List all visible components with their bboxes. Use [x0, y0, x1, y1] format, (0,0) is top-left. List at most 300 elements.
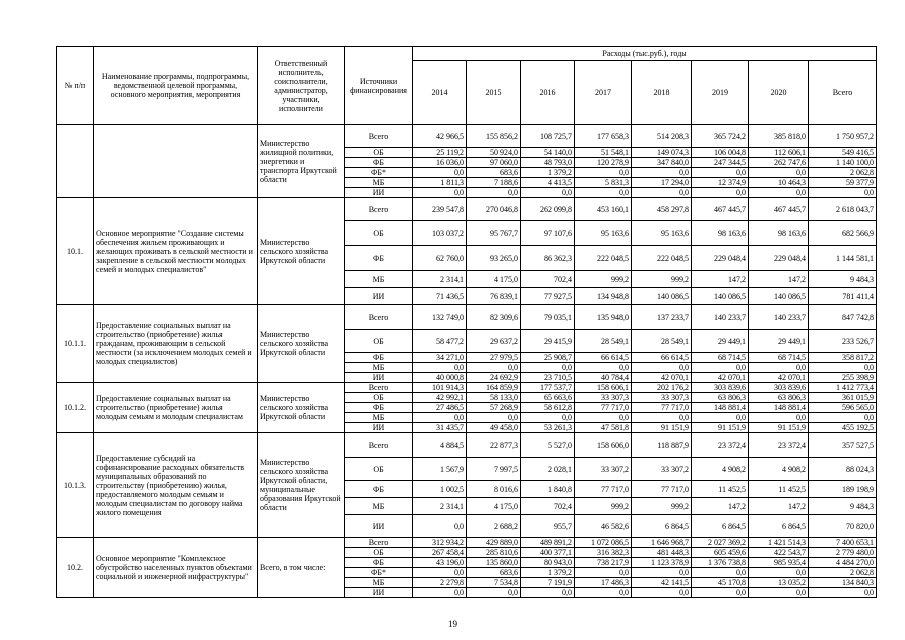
year-value: 312 934,2: [413, 538, 467, 548]
total-value: 255 398,9: [809, 373, 877, 383]
year-value: 683,6: [467, 168, 521, 178]
year-value: 702,4: [521, 498, 575, 515]
funding-source: ИИ: [345, 423, 413, 433]
year-value: 347 840,0: [632, 158, 692, 168]
year-value: 702,4: [521, 271, 575, 288]
year-value: 10 464,3: [749, 178, 809, 188]
year-value: 316 382,3: [575, 548, 632, 558]
year-value: 2 279,8: [413, 578, 467, 588]
year-value: 489 891,2: [521, 538, 575, 548]
year-value: 54 140,0: [521, 148, 575, 158]
year-value: 98 163,6: [692, 221, 749, 246]
funding-source: МБ: [345, 413, 413, 423]
year-value: 1 072 086,5: [575, 538, 632, 548]
year-value: 147,2: [749, 271, 809, 288]
year-value: 106 004,8: [692, 148, 749, 158]
total-value: 781 411,4: [809, 288, 877, 305]
item-name: Предоставление социальных выплат на строительство (приобретение) жилья гражданам, проживающим в сельской местности (за исключением молодых семей и молодых специалистов): [94, 305, 258, 383]
year-value: 247 344,5: [692, 158, 749, 168]
year-value: 11 452,5: [749, 481, 809, 498]
year-value: 0,0: [632, 413, 692, 423]
year-value: 4 175,0: [467, 498, 521, 515]
year-value: 999,2: [575, 271, 632, 288]
item-code: 10.2.: [57, 538, 94, 598]
year-value: 2 028,1: [521, 458, 575, 481]
year-value: 17 486,3: [575, 578, 632, 588]
year-value: 42 992,1: [413, 393, 467, 403]
year-value: 229 048,4: [749, 246, 809, 271]
year-value: 1 123 378,9: [632, 558, 692, 568]
year-value: 93 265,0: [467, 246, 521, 271]
year-value: 2 027 369,2: [692, 538, 749, 548]
funding-source: ФБ: [345, 246, 413, 271]
year-value: 66 614,5: [632, 353, 692, 363]
year-value: 68 714,5: [692, 353, 749, 363]
funding-source: ФБ*: [345, 568, 413, 578]
year-value: 453 160,1: [575, 198, 632, 221]
year-value: 97 060,0: [467, 158, 521, 168]
year-value: 0,0: [575, 568, 632, 578]
year-value: 140 233,7: [749, 305, 809, 330]
funding-source: ОБ: [345, 221, 413, 246]
funding-source: МБ: [345, 178, 413, 188]
year-value: 120 278,9: [575, 158, 632, 168]
item-name: [94, 125, 258, 198]
header-year: 2020: [749, 61, 809, 125]
year-value: 91 151,9: [692, 423, 749, 433]
year-value: 5 527,0: [521, 433, 575, 458]
year-value: 385 818,0: [749, 125, 809, 148]
year-value: 177 658,3: [575, 125, 632, 148]
year-value: 65 663,6: [521, 393, 575, 403]
year-value: 1 002,5: [413, 481, 467, 498]
year-value: 0,0: [632, 568, 692, 578]
year-value: 0,0: [692, 363, 749, 373]
year-value: 135 948,0: [575, 305, 632, 330]
year-value: 86 362,3: [521, 246, 575, 271]
funding-source: Всего: [345, 198, 413, 221]
year-value: 98 163,6: [749, 221, 809, 246]
year-value: 0,0: [521, 413, 575, 423]
year-value: 0,0: [413, 588, 467, 598]
year-value: 0,0: [413, 188, 467, 198]
year-value: 34 271,0: [413, 353, 467, 363]
year-value: 0,0: [575, 188, 632, 198]
year-value: 955,7: [521, 515, 575, 538]
total-value: 455 192,5: [809, 423, 877, 433]
funding-source: ОБ: [345, 458, 413, 481]
year-value: 134 948,8: [575, 288, 632, 305]
total-value: 233 526,7: [809, 330, 877, 353]
year-value: 0,0: [632, 168, 692, 178]
year-value: 42 070,1: [692, 373, 749, 383]
year-value: 738 217,9: [575, 558, 632, 568]
year-value: 1 840,8: [521, 481, 575, 498]
funding-source: ФБ: [345, 558, 413, 568]
year-value: 6 864,5: [692, 515, 749, 538]
total-value: 88 024,3: [809, 458, 877, 481]
year-value: 23 710,5: [521, 373, 575, 383]
year-value: 42 141,5: [632, 578, 692, 588]
year-value: 7 188,6: [467, 178, 521, 188]
total-value: 847 742,8: [809, 305, 877, 330]
year-value: 66 614,5: [575, 353, 632, 363]
year-value: 5 831,3: [575, 178, 632, 188]
header-name: Наименование программы, подпрограммы, ведомственной целевой программы, основного мероприятия, мероприятия: [94, 47, 258, 125]
total-value: 0,0: [809, 188, 877, 198]
funding-source: ОБ: [345, 148, 413, 158]
item-code: 10.1.3.: [57, 433, 94, 538]
total-value: 0,0: [809, 363, 877, 373]
year-value: 140 086,5: [692, 288, 749, 305]
funding-source: ИИ: [345, 373, 413, 383]
year-value: 13 035,2: [749, 578, 809, 588]
item-code: 10.1.2.: [57, 383, 94, 433]
year-value: 1 567,9: [413, 458, 467, 481]
table-row: [57, 198, 877, 221]
table-row: [57, 538, 877, 548]
year-value: 6 864,5: [632, 515, 692, 538]
year-value: 79 035,1: [521, 305, 575, 330]
year-value: 0,0: [692, 188, 749, 198]
table-header: [57, 47, 877, 125]
total-value: 357 527,5: [809, 433, 877, 458]
year-value: 267 458,4: [413, 548, 467, 558]
year-value: 148 881,4: [749, 403, 809, 413]
year-value: 0,0: [692, 568, 749, 578]
year-value: 140 086,5: [749, 288, 809, 305]
year-value: 33 307,3: [575, 393, 632, 403]
year-value: 135 860,0: [467, 558, 521, 568]
year-value: 683,6: [467, 568, 521, 578]
year-value: 1 376 738,8: [692, 558, 749, 568]
funding-source: ФБ: [345, 481, 413, 498]
funding-source: ИИ: [345, 588, 413, 598]
year-value: 27 486,5: [413, 403, 467, 413]
total-value: 361 015,9: [809, 393, 877, 403]
year-value: 999,2: [632, 271, 692, 288]
year-value: 31 435,7: [413, 423, 467, 433]
year-value: 7 534,8: [467, 578, 521, 588]
year-value: 82 309,6: [467, 305, 521, 330]
total-value: 134 840,3: [809, 578, 877, 588]
funding-source: ФБ*: [345, 168, 413, 178]
year-value: 0,0: [692, 168, 749, 178]
total-value: 1 750 957,2: [809, 125, 877, 148]
year-value: 28 549,1: [575, 330, 632, 353]
year-value: 147,2: [749, 498, 809, 515]
funding-source: ОБ: [345, 393, 413, 403]
total-value: 59 377,9: [809, 178, 877, 188]
year-value: 0,0: [521, 363, 575, 373]
year-value: 68 714,5: [749, 353, 809, 363]
year-value: 23 372,4: [749, 433, 809, 458]
item-code: [57, 125, 94, 198]
funding-source: Всего: [345, 538, 413, 548]
year-value: 155 856,2: [467, 125, 521, 148]
year-value: 43 196,0: [413, 558, 467, 568]
item-responsible: Министерство сельского хозяйства Иркутской области: [258, 383, 345, 433]
year-value: 0,0: [521, 588, 575, 598]
total-value: 1 140 100,0: [809, 158, 877, 168]
year-value: 29 637,2: [467, 330, 521, 353]
year-value: 999,2: [632, 498, 692, 515]
year-value: 0,0: [749, 363, 809, 373]
total-value: 7 400 653,1: [809, 538, 877, 548]
header-year: 2015: [467, 61, 521, 125]
year-value: 101 914,3: [413, 383, 467, 393]
year-value: 0,0: [467, 188, 521, 198]
year-value: 365 724,2: [692, 125, 749, 148]
header-year: 2019: [692, 61, 749, 125]
year-value: 158 606,0: [575, 433, 632, 458]
total-value: 2 618 043,7: [809, 198, 877, 221]
total-value: 596 565,0: [809, 403, 877, 413]
year-value: 0,0: [575, 363, 632, 373]
year-value: 49 458,0: [467, 423, 521, 433]
year-value: 118 887,9: [632, 433, 692, 458]
year-value: 140 233,7: [692, 305, 749, 330]
year-value: 47 581,8: [575, 423, 632, 433]
item-responsible: Всего, в том числе:: [258, 538, 345, 598]
year-value: 429 889,0: [467, 538, 521, 548]
total-value: 70 820,0: [809, 515, 877, 538]
year-value: 202 176,2: [632, 383, 692, 393]
year-value: 76 839,1: [467, 288, 521, 305]
funding-source: ОБ: [345, 548, 413, 558]
year-value: 95 767,7: [467, 221, 521, 246]
year-value: 4 413,5: [521, 178, 575, 188]
year-value: 22 877,3: [467, 433, 521, 458]
header-year: 2017: [575, 61, 632, 125]
total-value: 358 817,2: [809, 353, 877, 363]
year-value: 17 294,0: [632, 178, 692, 188]
item-name: Основное мероприятие "Комплексное обустройство населенных пунктов объектами социальной и инженерной инфраструктуры": [94, 538, 258, 598]
year-value: 77 717,0: [632, 481, 692, 498]
year-value: 51 548,1: [575, 148, 632, 158]
total-value: 1 144 581,1: [809, 246, 877, 271]
header-responsible: Ответственный исполнитель, соисполнители, администратор, участники, исполнители: [258, 47, 345, 125]
year-value: 985 935,4: [749, 558, 809, 568]
year-value: 25 908,7: [521, 353, 575, 363]
year-value: 29 415,9: [521, 330, 575, 353]
year-value: 27 979,5: [467, 353, 521, 363]
year-value: 58 477,2: [413, 330, 467, 353]
item-name: Основное мероприятие "Создание системы обеспечения жильем проживающих и желающих проживать в сельской местности и закрепление в сельской местности молодых семей и молодых специалистов": [94, 198, 258, 305]
year-value: 40 000,8: [413, 373, 467, 383]
year-value: 0,0: [749, 568, 809, 578]
funding-source: МБ: [345, 578, 413, 588]
year-value: 77 717,0: [632, 403, 692, 413]
year-value: 422 543,7: [749, 548, 809, 558]
year-value: 0,0: [413, 515, 467, 538]
header-year: 2016: [521, 61, 575, 125]
year-value: 149 074,3: [632, 148, 692, 158]
header-year: 2014: [413, 61, 467, 125]
item-name: Предоставление социальных выплат на строительство (приобретение) жилья молодым семьям и молодым специалистам: [94, 383, 258, 433]
header-expenses: Расходы (тыс.руб.), годы: [413, 47, 877, 61]
year-value: 40 784,4: [575, 373, 632, 383]
year-value: 148 881,4: [692, 403, 749, 413]
year-value: 239 547,8: [413, 198, 467, 221]
year-value: 50 924,0: [467, 148, 521, 158]
year-value: 177 537,7: [521, 383, 575, 393]
year-value: 48 793,0: [521, 158, 575, 168]
year-value: 0,0: [632, 363, 692, 373]
year-value: 605 459,6: [692, 548, 749, 558]
year-value: 164 859,9: [467, 383, 521, 393]
year-value: 24 692,9: [467, 373, 521, 383]
year-value: 77 717,0: [575, 481, 632, 498]
funding-source: Всего: [345, 305, 413, 330]
year-value: 0,0: [749, 413, 809, 423]
item-responsible: Министерство сельского хозяйства Иркутской области: [258, 198, 345, 305]
funding-source: ИИ: [345, 288, 413, 305]
table-row: [57, 433, 877, 458]
year-value: 0,0: [413, 413, 467, 423]
year-value: 42 966,5: [413, 125, 467, 148]
year-value: 33 307,2: [575, 458, 632, 481]
year-value: 108 725,7: [521, 125, 575, 148]
table-row: [57, 305, 877, 330]
year-value: 2 314,1: [413, 498, 467, 515]
year-value: 0,0: [575, 588, 632, 598]
year-value: 0,0: [467, 413, 521, 423]
funding-source: ИИ: [345, 515, 413, 538]
year-value: 999,2: [575, 498, 632, 515]
year-value: 63 806,3: [692, 393, 749, 403]
item-code: 10.1.: [57, 198, 94, 305]
year-value: 8 016,6: [467, 481, 521, 498]
year-value: 80 943,0: [521, 558, 575, 568]
year-value: 53 261,3: [521, 423, 575, 433]
funding-source: МБ: [345, 498, 413, 515]
total-value: 189 198,9: [809, 481, 877, 498]
year-value: 132 749,0: [413, 305, 467, 330]
year-value: 91 151,9: [632, 423, 692, 433]
year-value: 95 163,6: [575, 221, 632, 246]
funding-source: МБ: [345, 363, 413, 373]
year-value: 42 070,1: [632, 373, 692, 383]
total-value: 2 779 480,0: [809, 548, 877, 558]
year-value: 137 233,7: [632, 305, 692, 330]
year-value: 0,0: [692, 413, 749, 423]
total-value: 9 484,3: [809, 498, 877, 515]
year-value: 303 839,6: [692, 383, 749, 393]
total-value: 1 412 773,4: [809, 383, 877, 393]
year-value: 158 606,1: [575, 383, 632, 393]
year-value: 147,2: [692, 498, 749, 515]
funding-source: ФБ: [345, 403, 413, 413]
total-value: 549 416,5: [809, 148, 877, 158]
year-value: 222 048,5: [575, 246, 632, 271]
year-value: 33 307,3: [632, 393, 692, 403]
year-value: 29 449,1: [692, 330, 749, 353]
funding-source: Всего: [345, 433, 413, 458]
year-value: 103 037,2: [413, 221, 467, 246]
year-value: 7 997,5: [467, 458, 521, 481]
year-value: 262 747,6: [749, 158, 809, 168]
year-value: 95 163,6: [632, 221, 692, 246]
item-responsible: Министерство сельского хозяйства Иркутской области, муниципальные образования Иркутской области: [258, 433, 345, 538]
year-value: 97 107,6: [521, 221, 575, 246]
year-value: 0,0: [413, 168, 467, 178]
page-number: 19: [448, 619, 457, 629]
year-value: 77 717,0: [575, 403, 632, 413]
year-value: 140 086,5: [632, 288, 692, 305]
year-value: 0,0: [467, 363, 521, 373]
year-value: 25 119,2: [413, 148, 467, 158]
year-value: 0,0: [413, 568, 467, 578]
year-value: 0,0: [632, 588, 692, 598]
year-value: 33 307,2: [632, 458, 692, 481]
year-value: 91 151,9: [749, 423, 809, 433]
year-value: 12 374,9: [692, 178, 749, 188]
year-value: 262 099,8: [521, 198, 575, 221]
year-value: 285 810,6: [467, 548, 521, 558]
year-value: 1 379,2: [521, 568, 575, 578]
funding-source: ФБ: [345, 158, 413, 168]
table-row: [57, 383, 877, 393]
item-responsible: Министерство жилищной политики, энергетики и транспорта Иркутской области: [258, 125, 345, 198]
year-value: 458 297,8: [632, 198, 692, 221]
year-value: 0,0: [692, 588, 749, 598]
year-value: 77 927,5: [521, 288, 575, 305]
total-value: 0,0: [809, 413, 877, 423]
year-value: 4 908,2: [692, 458, 749, 481]
budget-table: [56, 46, 877, 598]
year-value: 58 133,0: [467, 393, 521, 403]
year-value: 0,0: [749, 168, 809, 178]
header-total: Всего: [809, 61, 877, 125]
header-source: Источники финансирования: [345, 47, 413, 125]
year-value: 0,0: [575, 413, 632, 423]
year-value: 2 688,2: [467, 515, 521, 538]
funding-source: ОБ: [345, 330, 413, 353]
year-value: 1 379,2: [521, 168, 575, 178]
total-value: 9 484,3: [809, 271, 877, 288]
total-value: 0,0: [809, 588, 877, 598]
year-value: 62 760,0: [413, 246, 467, 271]
funding-source: ИИ: [345, 188, 413, 198]
item-name: Предоставление субсидий на софинансирование расходных обязательств муниципальных образований по строительству (приобретению) жилья, предоставляемого молодым семьям и молодым специалистам по договору найма жилого помещения: [94, 433, 258, 538]
year-value: 58 612,8: [521, 403, 575, 413]
year-value: 270 046,8: [467, 198, 521, 221]
funding-source: МБ: [345, 271, 413, 288]
table-body: [57, 125, 877, 598]
year-value: 467 445,7: [749, 198, 809, 221]
year-value: 42 070,1: [749, 373, 809, 383]
year-value: 303 839,6: [749, 383, 809, 393]
header-year: 2018: [632, 61, 692, 125]
year-value: 222 048,5: [632, 246, 692, 271]
year-value: 6 864,5: [749, 515, 809, 538]
year-value: 0,0: [413, 363, 467, 373]
year-value: 45 170,8: [692, 578, 749, 588]
year-value: 0,0: [521, 188, 575, 198]
year-value: 4 175,0: [467, 271, 521, 288]
year-value: 514 208,3: [632, 125, 692, 148]
header-num: № п/п: [57, 47, 94, 125]
year-value: 57 268,9: [467, 403, 521, 413]
funding-source: Всего: [345, 383, 413, 393]
year-value: 16 036,0: [413, 158, 467, 168]
year-value: 23 372,4: [692, 433, 749, 458]
year-value: 400 377,1: [521, 548, 575, 558]
total-value: 4 484 270,0: [809, 558, 877, 568]
year-value: 0,0: [467, 588, 521, 598]
funding-source: ФБ: [345, 353, 413, 363]
